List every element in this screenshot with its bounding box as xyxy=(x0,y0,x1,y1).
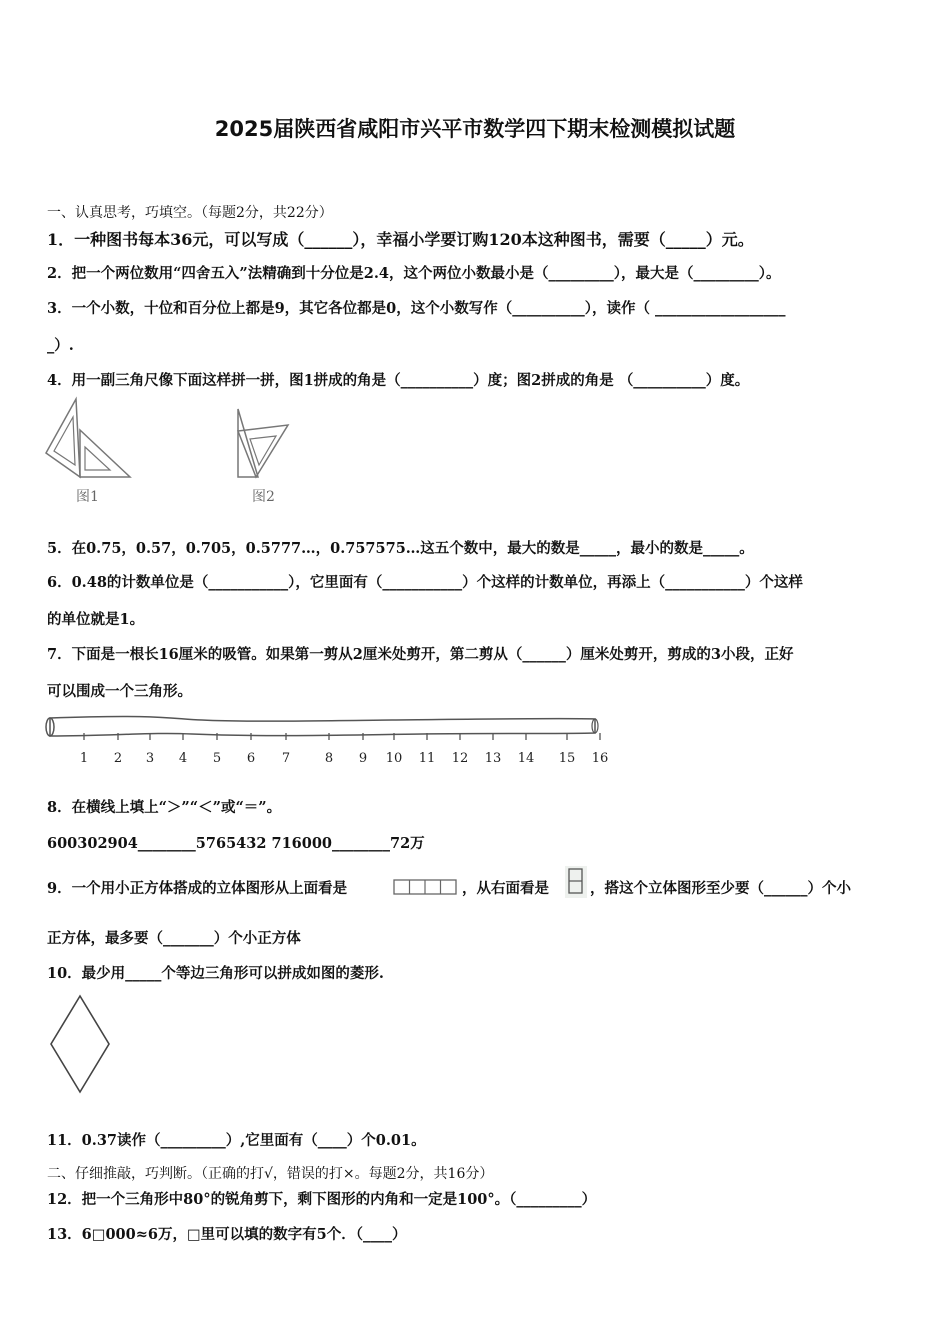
question-11: 11．0.37读作（_________）,它里面有（____）个0.01。 xyxy=(47,1132,426,1149)
section-1-heading: 一、认真思考，巧填空。（每题2分，共22分） xyxy=(47,205,333,221)
question-8: 8．在横线上填上“＞”“＜”或“＝”。 xyxy=(47,799,282,816)
question-9-part-1: 9．一个用小正方体搭成的立体图形从上面看是 xyxy=(47,880,348,897)
question-3-line-2: _）. xyxy=(47,337,74,354)
rhombus-figure xyxy=(45,992,115,1096)
question-6-line-2: 的单位就是1。 xyxy=(47,611,145,628)
question-8-comparison: 600302904________5765432 716000________72万 xyxy=(47,835,425,852)
question-7-line-1: 7．下面是一根长16厘米的吸管。如果第一剪从2厘米处剪开，第二剪从（______）厘米处剪开，剪成的3小段，正好 xyxy=(47,646,794,663)
ruler-label: 16 xyxy=(591,751,609,766)
ruler-label: 7 xyxy=(281,751,291,766)
question-4: 4．用一副三角尺像下面这样拼一拼，图1拼成的角是（__________）度；图2拼成的角是 （__________）度。 xyxy=(47,372,750,389)
section-2-heading: 二、仔细推敲，巧判断。（正确的打√，错误的打×。每题2分，共16分） xyxy=(47,1166,494,1182)
ruler-label: 13 xyxy=(484,751,502,766)
question-9-line-2: 正方体，最多要（_______）个小正方体 xyxy=(47,930,301,947)
triangle-ruler-figure-1 xyxy=(40,395,140,485)
straw-ruler xyxy=(42,710,622,770)
question-7-line-2: 可以围成一个三角形。 xyxy=(47,683,192,700)
question-9-part-3: ，搭这个立体图形至少要（______）个小 xyxy=(590,880,851,897)
ruler-label: 1 xyxy=(79,751,89,766)
figure-1-caption: 图1 xyxy=(76,489,99,505)
question-6-line-1: 6．0.48的计数单位是（___________），它里面有（___________）个这样的计数单位，再添上（___________）个这样 xyxy=(47,574,803,591)
ruler-label: 10 xyxy=(385,751,403,766)
ruler-label: 3 xyxy=(145,751,155,766)
ruler-label: 9 xyxy=(358,751,368,766)
ruler-label: 4 xyxy=(178,751,188,766)
question-3-line-1: 3．一个小数，十位和百分位上都是9，其它各位都是0，这个小数写作（__________），读作（ __________________ xyxy=(47,300,786,317)
ruler-label: 2 xyxy=(113,751,123,766)
right-view-figure xyxy=(565,866,587,898)
top-view-figure xyxy=(393,879,457,895)
question-9-part-2: ，从右面看是 xyxy=(462,880,549,897)
question-5: 5．在0.75，0.57，0.705，0.5777…，0.757575…这五个数中，最大的数是_____，最小的数是_____。 xyxy=(47,540,754,557)
page-title: 2025届陕西省咸阳市兴平市数学四下期末检测模拟试题 xyxy=(214,117,736,141)
ruler-label: 12 xyxy=(451,751,469,766)
question-12: 12．把一个三角形中80°的锐角剪下，剩下图形的内角和一定是100°。（_________） xyxy=(47,1191,597,1208)
question-10: 10．最少用_____个等边三角形可以拼成如图的菱形. xyxy=(47,965,384,982)
ruler-label: 15 xyxy=(558,751,576,766)
question-1: 1．一种图书每本36元，可以写成（______），幸福小学要订购120本这种图书，需要（_____）元。 xyxy=(47,230,754,249)
question-13: 13．6□000≈6万，□里可以填的数字有5个．（____） xyxy=(47,1226,407,1243)
ruler-label: 11 xyxy=(418,751,436,766)
figure-2-caption: 图2 xyxy=(252,489,275,505)
question-2: 2．把一个两位数用“四舍五入”法精确到十分位是2.4，这个两位小数最小是（_________），最大是（_________）。 xyxy=(47,265,781,282)
ruler-label: 8 xyxy=(324,751,334,766)
triangle-ruler-figure-2 xyxy=(232,405,302,485)
ruler-label: 6 xyxy=(246,751,256,766)
ruler-label: 5 xyxy=(212,751,222,766)
ruler-label: 14 xyxy=(517,751,535,766)
